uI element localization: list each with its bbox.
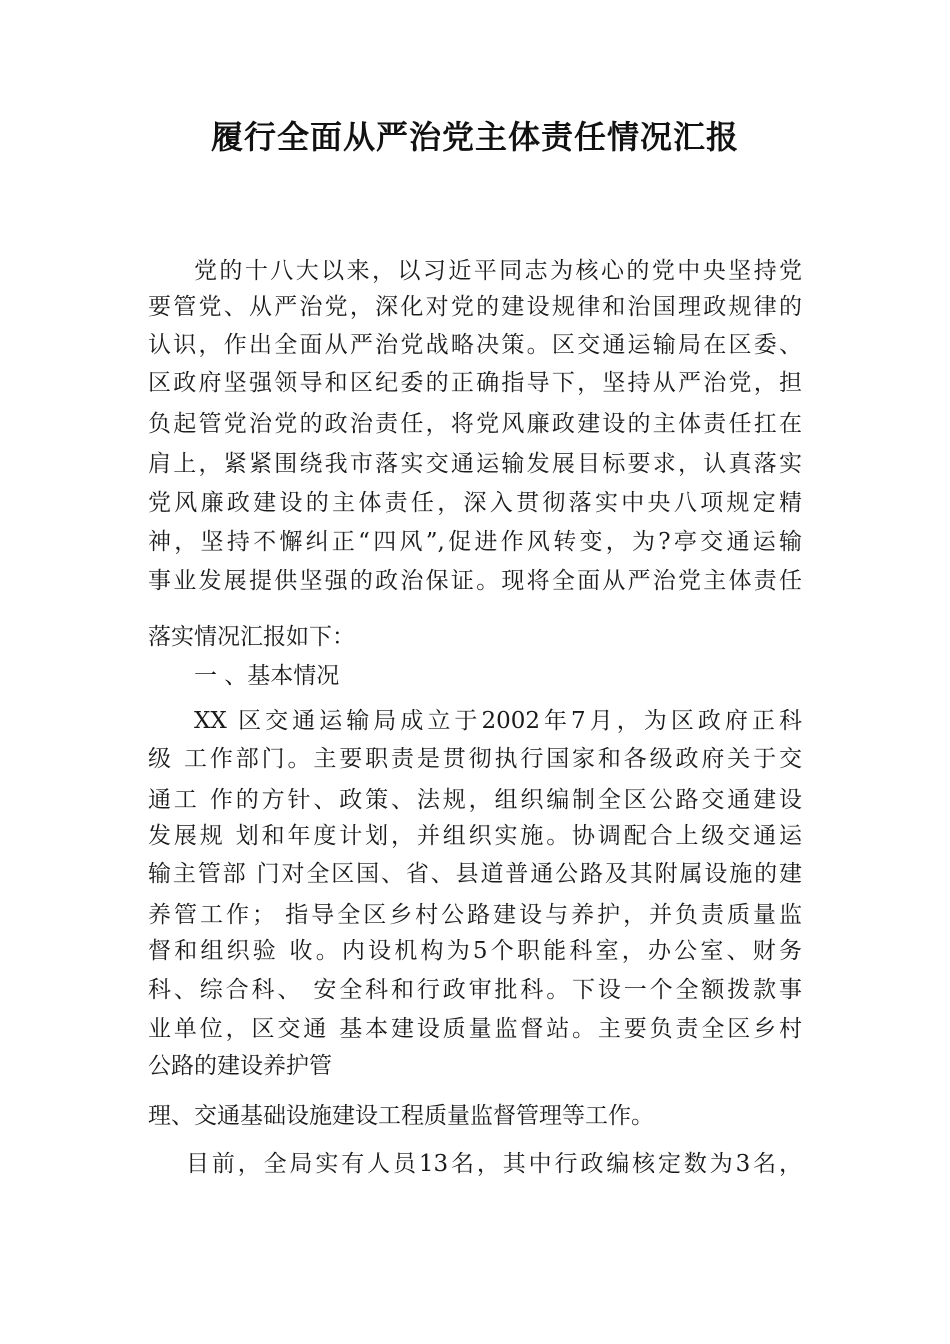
paragraph-2-line-11: 理、交通基础设施建设工程质量监督管理等工作。: [148, 1103, 654, 1129]
paragraph-2-line-4: 发展规 划和年度计划，并组织实施。协调配合上级交通运: [148, 823, 802, 849]
paragraph-1-line-1: 党的十八大以来，以习近平同志为核心的党中央坚持党: [194, 258, 802, 284]
paragraph-2-line-1: XX 区交通运输局成立于2002年7月，为区政府正科: [194, 708, 802, 734]
paragraph-2-line-10: 公路的建设养护管: [148, 1053, 332, 1079]
document-title: 履行全面从严治党主体责任情况汇报: [210, 118, 739, 156]
paragraph-2-line-2: 级 工作部门。主要职责是贯彻执行国家和各级政府关于交: [148, 746, 802, 772]
paragraph-2-line-8: 科、综合科、 安全科和行政审批科。下设一个全额拨款事: [148, 977, 802, 1003]
paragraph-3-line-1: 目前，全局实有人员13名，其中行政编核定数为3名，: [186, 1151, 802, 1177]
paragraph-2-line-9: 业单位，区交通 基本建设质量监督站。主要负责全区乡村: [148, 1016, 802, 1042]
paragraph-1-line-2: 要管党、从严治党，深化对党的建设规律和治国理政规律的: [148, 294, 802, 320]
paragraph-1-line-3: 认识，作出全面从严治党战略决策。区交通运输局在区委、: [148, 332, 802, 358]
paragraph-1-line-5: 负起管党治党的政治责任，将党风廉政建设的主体责任扛在: [148, 411, 802, 437]
paragraph-2-line-5: 输主管部 门对全区国、省、县道普通公路及其附属设施的建: [148, 861, 802, 887]
paragraph-2-line-3: 通工 作的方针、政策、法规，组织编制全区公路交通建设: [148, 787, 802, 813]
paragraph-1-line-4: 区政府坚强领导和区纪委的正确指导下，坚持从严治党，担: [148, 370, 802, 396]
paragraph-1-line-9: 事业发展提供坚强的政治保证。现将全面从严治党主体责任: [148, 568, 802, 594]
paragraph-1-line-6: 肩上，紧紧围绕我市落实交通运输发展目标要求，认真落实: [148, 451, 802, 477]
paragraph-2-line-7: 督和组织验 收。内设机构为5个职能科室，办公室、财务: [148, 938, 802, 964]
paragraph-2-line-6: 养管工作； 指导全区乡村公路建设与养护，并负责质量监: [148, 902, 802, 928]
paragraph-1-line-10: 落实情况汇报如下：: [148, 624, 355, 650]
section-heading-basic-situation: 一 、基本情况: [194, 663, 340, 689]
paragraph-1-line-8: 神，坚持不懈纠正“四风”,促进作风转变，为?亭交通运输: [148, 529, 802, 555]
paragraph-1-line-7: 党风廉政建设的主体责任，深入贯彻落实中央八项规定精: [148, 490, 802, 516]
